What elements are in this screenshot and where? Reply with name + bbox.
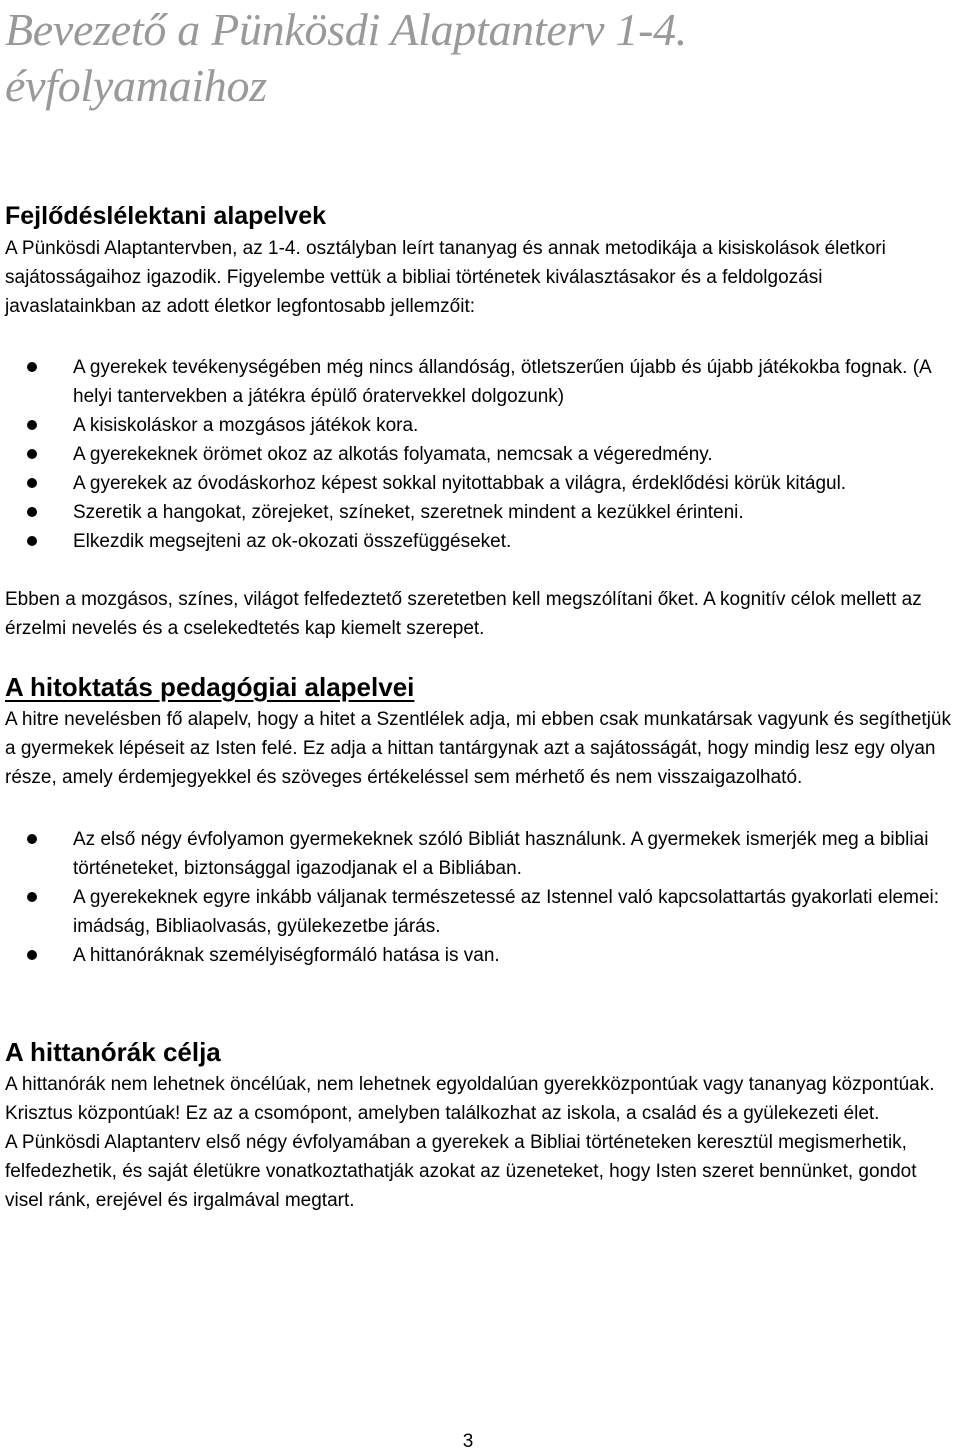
section-intro-paragraph: A Pünkösdi Alaptantervben, az 1-4. osztályban leírt tananyag és annak metodikája a kisiskolások életkori sajátosságaihoz igazodik. Figyelembe vettük a bibliai történetek kiválasztásakor és a feldolgozási javaslatainkban az adott életkor legfontosabb jellemzőit: <box>5 238 886 317</box>
page-number: 3 <box>462 1431 474 1452</box>
list-item <box>5 883 957 941</box>
title-line-1: Bevezető a Pünkösdi Alaptanterv 1-4. <box>5 4 688 55</box>
paragraph: A hittanórák nem lehetnek öncélúak, nem lehetnek egyoldalúan gyerekközpontúak vagy tananyag központúak. Krisztus központúak! Ez az a csomópont, amelyben találkozhat az iskola, a család és a gyülekezeti élet. <box>5 1074 935 1124</box>
list-item <box>5 498 957 527</box>
bullet-icon <box>27 420 37 430</box>
bullet-icon <box>27 834 37 844</box>
bullet-list <box>5 825 957 970</box>
list-item-text: A hittanóráknak személyiségformáló hatása is van. <box>73 945 500 966</box>
list-item <box>5 440 957 469</box>
bullet-icon <box>27 950 37 960</box>
section-lesson-goals <box>5 1036 957 1215</box>
list-item-text: A gyerekeknek egyre inkább váljanak természetessé az Istennel való kapcsolattartás gyakorlati elemei: imádság, Bibliaolvasás, gyülekezetbe járás. <box>73 887 940 937</box>
list-item <box>5 353 957 411</box>
section-heading-text: A hitoktatás pedagógiai alapelvei <box>5 672 415 702</box>
section-heading <box>5 671 957 703</box>
bullet-icon <box>27 362 37 372</box>
list-item-text: A gyerekeknek örömet okoz az alkotás folyamata, nemcsak a végeredmény. <box>73 444 713 465</box>
list-item <box>5 411 957 440</box>
section-pedagogical-principles <box>5 671 957 970</box>
list-item-text: Az első négy évfolyamon gyermekeknek szóló Bibliát használunk. A gyermekek ismerjék meg a bibliai történeteket, biztonsággal igazodjanak el a Bibliában. <box>73 829 929 879</box>
list-item-text: Elkezdik megsejteni az ok-okozati összefüggéseket. <box>73 531 512 552</box>
bullet-list <box>5 353 957 556</box>
list-item <box>5 825 957 883</box>
bullet-icon <box>27 449 37 459</box>
title-line-2: évfolyamaihoz <box>5 60 267 111</box>
section-heading: Fejlődéslélektani alapelvek <box>5 202 326 230</box>
list-item-text: A gyerekek tevékenységében még nincs állandóság, ötletszerűen újabb és újabb játékokba fognak. (A helyi tantervekben a játékra épülő óratervekkel dolgozunk) <box>73 357 931 407</box>
list-item-text: Szeretik a hangokat, zörejeket, színeket, szeretnek mindent a kezükkel érinteni. <box>73 502 744 523</box>
section-developmental-principles <box>5 200 957 643</box>
list-item-text: A kisiskoláskor a mozgásos játékok kora. <box>73 415 419 436</box>
section-intro-paragraph: A hitre nevelésben fő alapelv, hogy a hitet a Szentlélek adja, mi ebben csak munkatársak vagyunk és segíthetjük a gyermekek lépéseit az Isten felé. Ez adja a hittan tantárgynak azt a sajátosságát, hogy mindig lesz egy olyan része, amely érdemjegyekkel és szöveges értékeléssel sem mérhető és nem visszaigazolható. <box>5 709 951 788</box>
document-title <box>5 0 957 114</box>
list-item-text: A gyerekek az óvodáskorhoz képest sokkal nyitottabbak a világra, érdeklődési körük kitágul. <box>73 473 847 494</box>
section-heading: A hittanórák célja <box>5 1037 221 1067</box>
bullet-icon <box>27 892 37 902</box>
list-item <box>5 527 957 556</box>
bullet-icon <box>27 507 37 517</box>
section-closing-paragraph: Ebben a mozgásos, színes, világot felfedeztető szeretetben kell megszólítani őket. A kognitív célok mellett az érzelmi nevelés és a cselekedtetés kap kiemelt szerepet. <box>5 589 922 639</box>
bullet-icon <box>27 536 37 546</box>
list-item <box>5 469 957 498</box>
paragraph: A Pünkösdi Alaptanterv első négy évfolyamában a gyerekek a Bibliai történeteken keresztül megismerhetik, felfedezhetik, és saját életükre vonatkoztathatják azokat az üzeneteket, hogy Isten szeret bennünket, gondot visel ránk, erejével és irgalmával megtart. <box>5 1132 917 1211</box>
document-page <box>5 0 957 1215</box>
list-item <box>5 941 957 970</box>
bullet-icon <box>27 478 37 488</box>
